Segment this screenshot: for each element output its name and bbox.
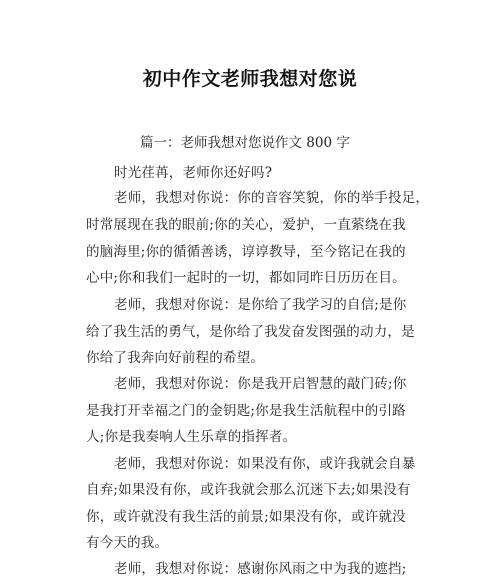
paragraph-line: 自弃;如果没有你，或许我就会那么沉迷下去;如果没有 [86,482,411,498]
paragraph-line: 老师，我想对你说：你是我开启智慧的敲门砖;你 [114,376,407,392]
paragraph-line: 时光荏苒，老师你还好吗? [114,165,273,181]
paragraph-line: 给了我生活的勇气，是你给了我发奋发图强的动力，是 [86,324,415,340]
paragraph-line: 老师，我想对你说：是你给了我学习的自信;是你 [114,297,407,313]
page-title: 初中作文老师我想对您说 [142,68,358,90]
paragraph-line: 老师，我想对你说：你的音容笑貌，你的举手投足， [114,190,430,206]
paragraph-line: 有今天的我。 [86,535,169,551]
paragraph-line: 的脑海里;你的循循善诱，谆谆教导，至今铭记在我的 [86,244,406,260]
paragraph-line: 心中;你和我们一起时的一切，都如同昨日历历在目。 [86,270,406,286]
paragraph-line: 你给了我奔向好前程的希望。 [86,350,265,366]
paragraph-line: 时常展现在我的眼前;你的关心，爱护，一直萦绕在我 [86,217,406,233]
section-heading: 篇一：老师我想对您说作文 800 字 [140,135,350,151]
paragraph-line: 是我打开幸福之门的金钥匙;你是我生活航程中的引路 [86,403,406,419]
paragraph-line: 你，或许就没有我生活的前景;如果没有你，或许就没 [86,509,406,525]
paragraph-line: 人;你是我奏响人生乐章的指挥者。 [86,429,297,445]
paragraph-line: 老师，我想对你说：感谢你风雨之中为我的遮挡; [114,561,407,577]
paragraph-line: 老师，我想对你说：如果没有你，或许我就会自暴 [114,456,416,472]
